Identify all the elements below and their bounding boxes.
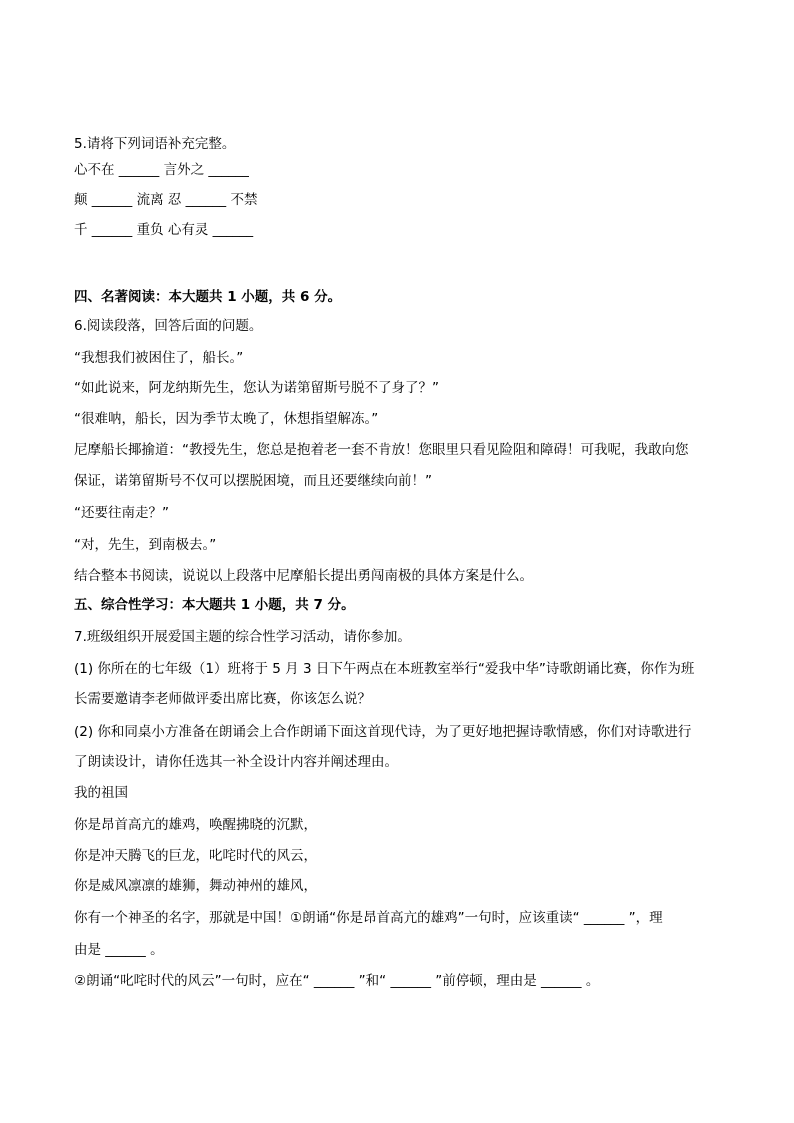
q7-sub-1a: (1) 你所在的七年级（1）班将于 5 月 3 日下午两点在本班教室举行“爱我中华”诗歌朗诵比赛，你作为班 [74,661,695,677]
q6-dialogue-2: “如此说来，阿龙纳斯先生，您认为诺第留斯号脱不了身了？” [74,380,439,396]
q6-dialogue-6: “对，先生，到南极去。” [74,537,217,553]
poem-line-2: 你是冲天腾飞的巨龙，叱咤时代的风云， [74,848,317,864]
q5-row-3: 千 ______ 重负 心有灵 ______ [74,222,254,238]
q7-sub-2b: 了朗读设计，请你任选其一补全设计内容并阐述理由。 [74,754,398,770]
poem-line-1: 你是昂首高亢的雄鸡，唤醒拂晓的沉默， [74,817,317,833]
q5-row-1: 心不在 ______ 言外之 ______ [74,162,249,178]
q6-dialogue-4a: 尼摩船长揶揄道：“教授先生，您总是抱着老一套不肯放！您眼里只看见险阻和障碍！可我呢，我敢向您 [74,442,689,458]
section-4-heading: 四、名著阅读：本大题共 1 小题，共 6 分。 [74,289,342,305]
q7-title: 7.班级组织开展爱国主题的综合性学习活动，请你参加。 [74,629,411,645]
q7-sub-1b: 长需要邀请李老师做评委出席比赛，你该怎么说？ [74,691,371,707]
poem-line-3: 你是威风凛凛的雄狮，舞动神州的雄风， [74,878,317,894]
q6-dialogue-4b: 保证，诺第留斯号不仅可以摆脱困境，而且还要继续向前！” [74,473,432,489]
section-5-heading: 五、综合性学习：本大题共 1 小题，共 7 分。 [74,597,355,613]
q6-dialogue-1: “我想我们被困住了，船长。” [74,350,244,366]
reading-design-2: ②朗诵“叱咤时代的风云”一句时，应在“ ______ ”和“ ______ ”前停顿，理由是 ______ 。 [74,973,600,989]
poem-line-4: 你有一个神圣的名字，那就是中国！①朗诵“你是昂首高亢的雄鸡”一句时，应该重读“ ______ ”，理 [74,910,663,926]
q7-sub-2a: (2) 你和同桌小方准备在朗诵会上合作朗诵下面这首现代诗，为了更好地把握诗歌情感，你们对诗歌进行 [74,724,692,740]
q5-row-2: 颠 ______ 流离 忍 ______ 不禁 [74,192,258,208]
poem-title: 我的祖国 [74,785,128,801]
q6-question: 结合整本书阅读，说说以上段落中尼摩船长提出勇闯南极的具体方案是什么。 [74,568,533,584]
q6-title: 6.阅读段落，回答后面的问题。 [74,318,263,334]
q6-dialogue-3: “很难呐，船长，因为季节太晚了，休想指望解冻。” [74,411,379,427]
q5-title: 5.请将下列词语补充完整。 [74,136,236,152]
poem-line-5: 由是 ______ 。 [74,942,164,958]
q6-dialogue-5: “还要往南走？” [74,505,169,521]
